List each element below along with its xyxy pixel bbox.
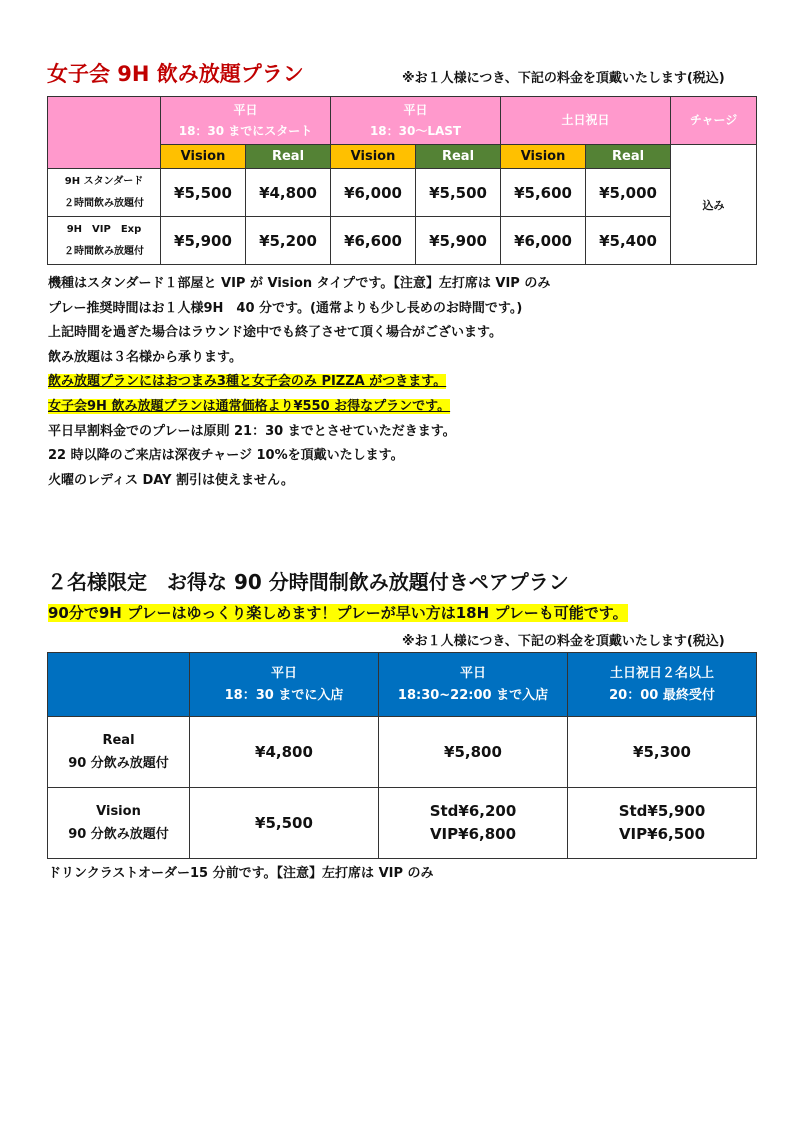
note-line: 上記時間を過ぎた場合はラウンド途中でも終了させて頂く場合がございます。 [48, 325, 502, 341]
price-cell: ¥5,500 [416, 169, 501, 217]
price-cell: ¥4,800 [190, 717, 379, 788]
price-cell: ¥5,200 [246, 217, 331, 265]
row-label-vision: Vision 90 分飲み放題付 [48, 788, 190, 859]
price-cell: ¥5,900 [161, 217, 246, 265]
price-cell: ¥5,500 [161, 169, 246, 217]
plan2-title: ２名様限定 お得な 90 分時間制飲み放題付きペアプラン [47, 570, 569, 594]
note-line: 火曜のレディス DAY 割引は使えません。 [48, 472, 294, 488]
header-corner [48, 97, 161, 169]
price-cell: ¥6,600 [331, 217, 416, 265]
note-line: 機種はスタンダード１部屋と VIP が Vision タイプです。【注意】左打席は VIP のみ [48, 276, 551, 291]
charge-included: 込み [671, 145, 757, 265]
header-weekday-late: 平日 18：30～LAST [331, 97, 501, 145]
plan2-footer-note: ドリンクラストオーダー15 分前です。【注意】左打席は VIP のみ [48, 866, 434, 881]
price-cell: ¥5,300 [568, 717, 757, 788]
table-row [48, 717, 757, 788]
price-cell: ¥4,800 [246, 169, 331, 217]
plan1-notes [48, 272, 550, 493]
price-cell: ¥5,500 [190, 788, 379, 859]
table-row [48, 217, 757, 265]
price-cell: ¥5,600 [501, 169, 586, 217]
subheader-vision: Vision [331, 145, 416, 169]
plan1-title: 女子会 9H 飲み放題プラン [47, 62, 304, 86]
row-label-standard: 9H スタンダード ２時間飲み放題付 [48, 169, 161, 217]
note-line: 飲み放題は３名様から承ります。 [48, 349, 242, 365]
header-holiday: 土日祝日２名以上 20：00 最終受付 [568, 653, 757, 717]
note-line-highlight: 女子会9H 飲み放題プランは通常価格より¥550 お得なプランです。 [48, 398, 451, 414]
note-line-highlight: 飲み放題プランにはおつまみ3種と女子会のみ PIZZA がつきます。 [48, 374, 447, 390]
subheader-vision: Vision [161, 145, 246, 169]
row-label-real: Real 90 分飲み放題付 [48, 717, 190, 788]
note-line: 平日早割料金でのプレーは原則 21：30 までとさせていただきます。 [48, 423, 456, 439]
price-cell: ¥6,000 [331, 169, 416, 217]
plan1-tax-note: ※お１人様につき、下記の料金を頂戴いたします(税込) [402, 71, 725, 86]
header-holiday: 土日祝日 [501, 97, 671, 145]
subheader-real: Real [416, 145, 501, 169]
row-label-vip: 9H VIP Exp ２時間飲み放題付 [48, 217, 161, 265]
price-cell: ¥6,000 [501, 217, 586, 265]
header-weekday-late: 平日 18:30~22:00 まで入店 [379, 653, 568, 717]
table-row [48, 788, 757, 859]
plan2-price-table [47, 652, 757, 859]
header-charge: チャージ [671, 97, 757, 145]
subheader-vision: Vision [501, 145, 586, 169]
subheader-real: Real [586, 145, 671, 169]
header-weekday-early: 平日 18：30 までに入店 [190, 653, 379, 717]
plan2-subtitle: 90分で9H プレーはゆっくり楽しめます！プレーが早い方は18H プレーも可能です。 [48, 604, 628, 622]
plan1-price-table [47, 96, 757, 265]
price-cell: ¥5,400 [586, 217, 671, 265]
note-line: 22 時以降のご来店は深夜チャージ 10%を頂戴いたします。 [48, 448, 404, 464]
price-cell: ¥5,900 [416, 217, 501, 265]
subheader-real: Real [246, 145, 331, 169]
price-cell: ¥5,800 [379, 717, 568, 788]
plan2-tax-note: ※お１人様につき、下記の料金を頂戴いたします(税込) [402, 634, 725, 649]
price-cell: ¥5,000 [586, 169, 671, 217]
price-cell: Std¥6,200 VIP¥6,800 [379, 788, 568, 859]
note-line: プレー推奨時間はお１人様9H 40 分です。(通常よりも少し長めのお時間です。) [48, 300, 523, 316]
header-weekday-early: 平日 18：30 までにスタート [161, 97, 331, 145]
table-row [48, 169, 757, 217]
header-corner [48, 653, 190, 717]
price-cell: Std¥5,900 VIP¥6,500 [568, 788, 757, 859]
